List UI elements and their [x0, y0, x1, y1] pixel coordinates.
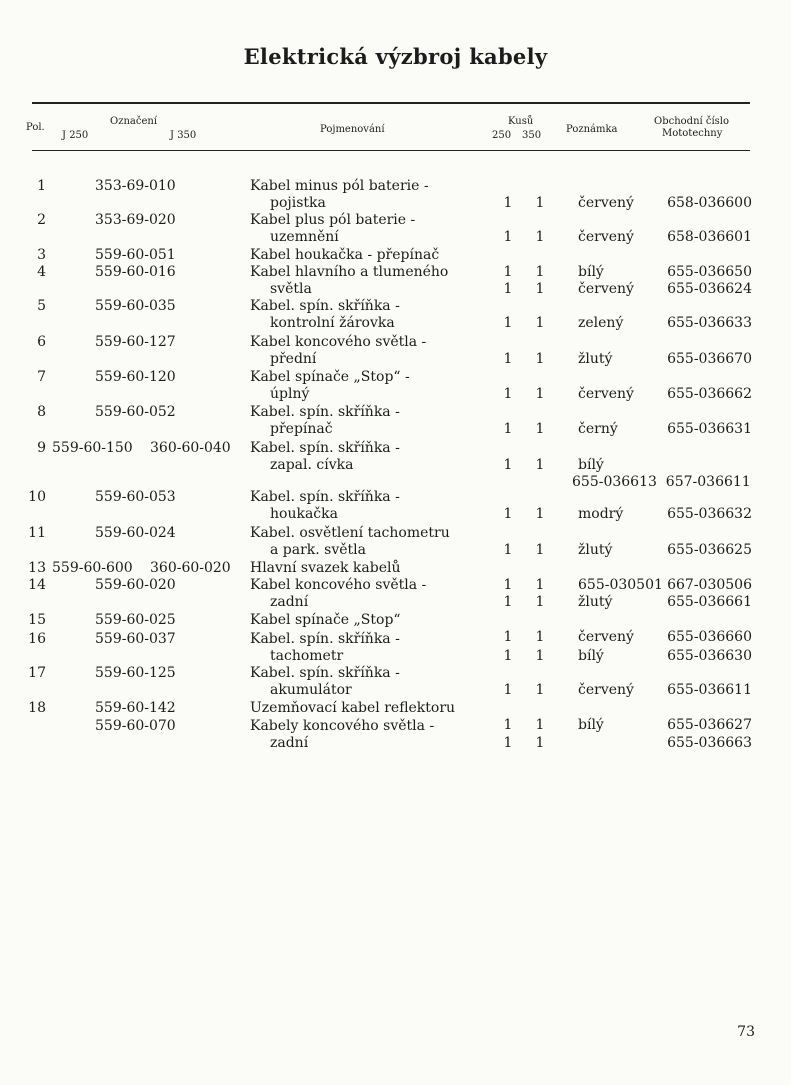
note: černý	[578, 421, 618, 437]
table-row	[0, 631, 791, 665]
part-name-continued: přední	[270, 351, 317, 367]
position-number: 5	[37, 298, 46, 314]
header-kusu-350: 350	[522, 130, 542, 141]
part-number: 353-69-020	[95, 212, 176, 228]
trade-number: 655-036630	[667, 648, 752, 664]
quantity-j350: 1	[535, 735, 545, 751]
note: červený	[578, 281, 634, 297]
quantity-j250: 1	[503, 229, 513, 245]
part-name: Kabel. spín. skříňka -	[250, 631, 400, 647]
page-number: 73	[737, 1024, 755, 1040]
position-number: 7	[37, 369, 46, 385]
position-number: 3	[37, 247, 46, 263]
part-number-j350: 360-60-020	[150, 560, 231, 576]
table-row	[0, 718, 791, 752]
note: modrý	[578, 506, 624, 522]
quantity-j350: 1	[535, 577, 545, 593]
position-number: 16	[28, 631, 46, 647]
part-name-continued: uzemnění	[270, 229, 339, 245]
quantity-j350: 1	[535, 351, 545, 367]
part-name-continued: kontrolní žárovka	[270, 315, 395, 331]
quantity-j350: 1	[535, 386, 545, 402]
table-row	[0, 264, 791, 298]
part-number: 559-60-016	[95, 264, 176, 280]
quantity-j250: 1	[503, 281, 513, 297]
note: červený	[578, 682, 634, 698]
position-number: 2	[37, 212, 46, 228]
note: červený	[578, 229, 634, 245]
quantity-j350: 1	[535, 542, 545, 558]
part-number: 559-60-120	[95, 369, 176, 385]
part-number: 559-60-025	[95, 612, 176, 628]
trade-number: 655-036633	[667, 315, 752, 331]
quantity-j250: 1	[503, 577, 513, 593]
position-number: 17	[28, 665, 46, 681]
note: červený	[578, 386, 634, 402]
table-row	[0, 489, 791, 523]
part-name: Kabel. spín. skříňka -	[250, 298, 400, 314]
quantity-j250: 1	[503, 351, 513, 367]
part-name: Kabel spínače „Stop“ -	[250, 369, 410, 385]
quantity-j350: 1	[535, 682, 545, 698]
part-number: 559-60-052	[95, 404, 176, 420]
trade-number: 658-036600	[667, 195, 752, 211]
quantity-j250: 1	[503, 717, 513, 733]
header-kusu: Kusů	[508, 116, 534, 127]
part-name-continued: akumulátor	[270, 682, 352, 698]
part-name-continued: houkačka	[270, 506, 338, 522]
part-number: 559-60-035	[95, 298, 176, 314]
position-number: 6	[37, 334, 46, 350]
part-name-continued: zadní	[270, 594, 309, 610]
quantity-j350: 1	[535, 648, 545, 664]
note: bílý	[578, 717, 604, 733]
note: bílý	[578, 264, 604, 280]
trade-number: 655-036611	[667, 682, 752, 698]
quantity-j350: 1	[535, 315, 545, 331]
quantity-j250: 1	[503, 629, 513, 645]
table-row	[0, 404, 791, 438]
part-name: Hlavní svazek kabelů	[250, 560, 401, 576]
part-name: Kabel houkačka - přepínač	[250, 247, 440, 263]
trade-number: 655-036624	[667, 281, 752, 297]
trade-number: 655-036650	[667, 264, 752, 280]
part-name-continued: úplný	[270, 386, 310, 402]
part-name: Kabel. spín. skříňka -	[250, 665, 400, 681]
part-name-continued: a park. světla	[270, 542, 367, 558]
part-name: Kabel koncového světla -	[250, 334, 427, 350]
table-row	[0, 298, 791, 332]
part-number: 559-60-051	[95, 247, 176, 263]
part-number-j250: 559-60-150	[52, 440, 133, 456]
quantity-j250: 1	[503, 315, 513, 331]
quantity-j250: 1	[503, 506, 513, 522]
trade-number: 655-036663	[667, 735, 752, 751]
quantity-j350: 1	[535, 264, 545, 280]
note: bílý	[578, 457, 604, 473]
header-mototechny: Mototechny	[662, 128, 723, 139]
part-number-j250: 559-60-600	[52, 560, 133, 576]
part-number: 559-60-053	[95, 489, 176, 505]
quantity-j250: 1	[503, 264, 513, 280]
quantity-j250: 1	[503, 594, 513, 610]
part-number: 559-60-020	[95, 577, 176, 593]
header-bottom-rule	[32, 150, 750, 151]
header-oznaceni: Označení	[110, 116, 158, 127]
trade-numbers-extra: 655-036613 657-036611	[572, 474, 751, 490]
note: zelený	[578, 315, 624, 331]
note: žlutý	[578, 542, 613, 558]
table-row	[0, 212, 791, 246]
quantity-j350: 1	[535, 229, 545, 245]
header-j250: J 250	[62, 130, 89, 141]
part-number: 559-60-125	[95, 665, 176, 681]
part-name-continued: světla	[270, 281, 312, 297]
position-number: 9	[37, 440, 46, 456]
trade-number: 655-036662	[667, 386, 752, 402]
part-name: Uzemňovací kabel reflektoru	[250, 700, 456, 716]
quantity-j250: 1	[503, 682, 513, 698]
part-name: Kabel plus pól baterie -	[250, 212, 416, 228]
part-number-j350: 360-60-040	[150, 440, 231, 456]
part-number: 559-60-070	[95, 718, 176, 734]
quantity-j350: 1	[535, 506, 545, 522]
position-number: 1	[37, 178, 46, 194]
quantity-j350: 1	[535, 629, 545, 645]
trade-number: 655-036670	[667, 351, 752, 367]
part-number: 559-60-142	[95, 700, 176, 716]
table-row	[0, 178, 791, 212]
table-row	[0, 525, 791, 559]
position-number: 11	[28, 525, 46, 541]
trade-number: 655-036627	[667, 717, 752, 733]
quantity-j250: 1	[503, 542, 513, 558]
part-number: 353-69-010	[95, 178, 176, 194]
header-obchodni-cislo: Obchodní číslo	[654, 116, 730, 127]
header-poznamka: Poznámka	[566, 124, 618, 135]
header-pol: Pol.	[26, 122, 45, 133]
quantity-j350: 1	[535, 281, 545, 297]
quantity-j250: 1	[503, 386, 513, 402]
position-number: 13	[28, 560, 46, 576]
page-title: Elektrická výzbroj kabely	[243, 44, 548, 69]
part-number: 559-60-127	[95, 334, 176, 350]
trade-number: 655-036632	[667, 506, 752, 522]
note: červený	[578, 629, 634, 645]
quantity-j250: 1	[503, 648, 513, 664]
part-name: Kabely koncového světla -	[250, 718, 435, 734]
part-name-continued: pojistka	[270, 195, 326, 211]
table-row	[0, 665, 791, 699]
note: 655-030501	[578, 577, 663, 593]
part-name-continued: přepínač	[270, 421, 333, 437]
quantity-j250: 1	[503, 421, 513, 437]
quantity-j350: 1	[535, 594, 545, 610]
trade-number: 655-036625	[667, 542, 752, 558]
table-row	[0, 440, 791, 490]
note: červený	[578, 195, 634, 211]
part-name: Kabel. spín. skříňka -	[250, 440, 400, 456]
quantity-j350: 1	[535, 717, 545, 733]
part-number: 559-60-037	[95, 631, 176, 647]
trade-number: 658-036601	[667, 229, 752, 245]
position-number: 4	[37, 264, 46, 280]
header-pojmenovani: Pojmenování	[320, 124, 385, 135]
part-name-continued: tachometr	[270, 648, 344, 664]
position-number: 15	[28, 612, 46, 628]
quantity-j350: 1	[535, 457, 545, 473]
header-j350: J 350	[170, 130, 197, 141]
quantity-j250: 1	[503, 195, 513, 211]
note: bílý	[578, 648, 604, 664]
position-number: 18	[28, 700, 46, 716]
part-name: Kabel minus pól baterie -	[250, 178, 429, 194]
position-number: 14	[28, 577, 46, 593]
table-row	[0, 577, 791, 611]
part-name: Kabel. osvětlení tachometru	[250, 525, 450, 541]
trade-number: 655-036661	[667, 594, 752, 610]
quantity-j350: 1	[535, 421, 545, 437]
quantity-j250: 1	[503, 457, 513, 473]
part-name-continued: zadní	[270, 735, 309, 751]
table-row	[0, 334, 791, 368]
note: žlutý	[578, 594, 613, 610]
quantity-j350: 1	[535, 195, 545, 211]
note: žlutý	[578, 351, 613, 367]
part-name: Kabel. spín. skříňka -	[250, 404, 400, 420]
part-number: 559-60-024	[95, 525, 176, 541]
part-name: Kabel hlavního a tlumeného	[250, 264, 449, 280]
trade-number: 655-036660	[667, 629, 752, 645]
part-name: Kabel. spín. skříňka -	[250, 489, 400, 505]
table-row	[0, 369, 791, 403]
trade-number: 667-030506	[667, 577, 752, 593]
part-name: Kabel koncového světla -	[250, 577, 427, 593]
header-top-rule	[32, 102, 750, 104]
position-number: 8	[37, 404, 46, 420]
trade-number: 655-036631	[667, 421, 752, 437]
position-number: 10	[28, 489, 46, 505]
quantity-j250: 1	[503, 735, 513, 751]
part-name: Kabel spínače „Stop“	[250, 612, 401, 628]
header-kusu-250: 250	[492, 130, 512, 141]
part-name-continued: zapal. cívka	[270, 457, 354, 473]
